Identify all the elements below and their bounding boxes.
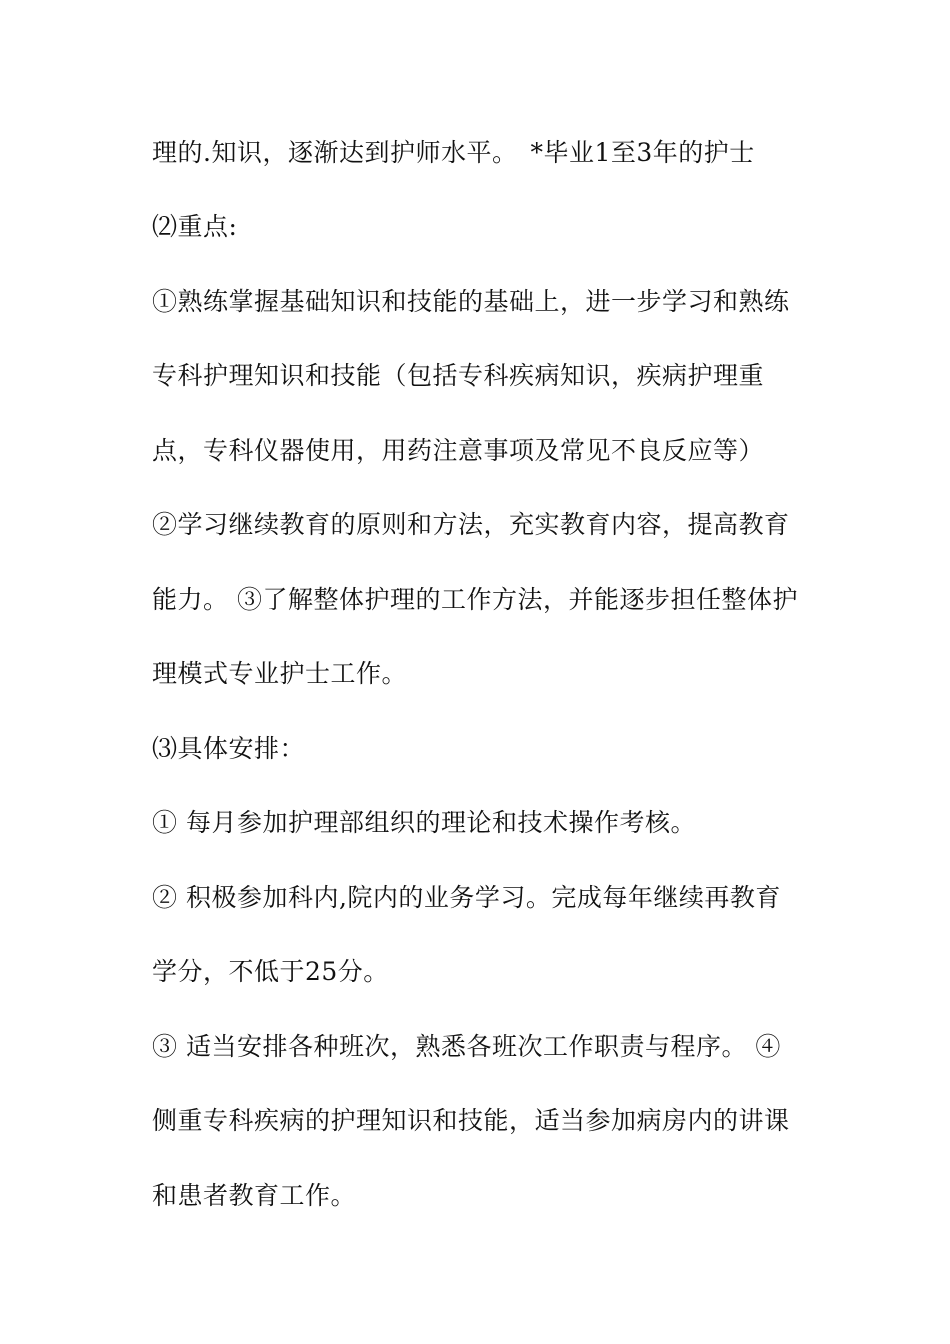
text-line: ①熟练掌握基础知识和技能的基础上，进一步学习和熟练 xyxy=(152,287,790,316)
section-heading: ⑵重点: xyxy=(152,212,238,241)
text-line: 专科护理知识和技能（包括专科疾病知识，疾病护理重 xyxy=(152,361,765,390)
text-line: 和患者教育工作。 xyxy=(152,1181,357,1210)
text-line: 理模式专业护士工作。 xyxy=(152,659,408,688)
text-line: 理的.知识，逐渐达到护师水平。 *毕业1至3年的护士 xyxy=(152,138,755,167)
text-line: 侧重专科疾病的护理知识和技能，适当参加病房内的讲课 xyxy=(152,1106,790,1135)
text-line: 学分，不低于25分。 xyxy=(152,957,389,986)
text-line: 能力。 ③了解整体护理的工作方法，并能逐步担任整体护 xyxy=(152,585,798,614)
text-line: ② 积极参加科内,院内的业务学习。完成每年继续再教育 xyxy=(152,883,781,912)
text-line: ②学习继续教育的原则和方法，充实教育内容，提高教育 xyxy=(152,510,790,539)
text-line: 点，专科仪器使用，用药注意事项及常见不良反应等） xyxy=(152,436,765,465)
text-line: ① 每月参加护理部组织的理论和技术操作考核。 xyxy=(152,808,696,837)
text-line: ③ 适当安排各种班次，熟悉各班次工作职责与程序。 ④ xyxy=(152,1032,781,1061)
section-heading: ⑶具体安排： xyxy=(152,734,306,763)
